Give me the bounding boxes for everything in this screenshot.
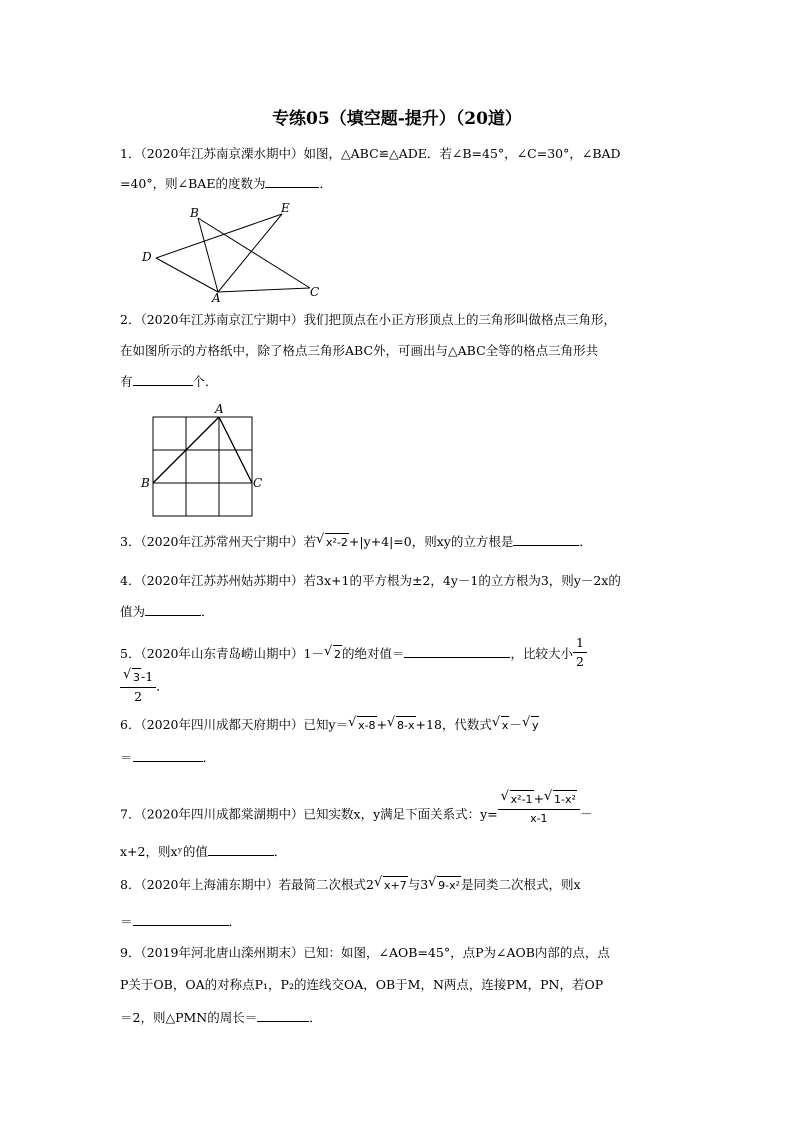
q1-text: =40°，则∠BAE的度数为 [120,176,266,191]
q7-num-radicand1: x²-1 [510,790,534,809]
q8-text-c: 是同类二次根式，则x [461,877,581,892]
q1-label-a: A [212,291,221,305]
q2-label-c: C [253,476,263,490]
q9-line2: P关于OB，OA的对称点P₁，P₂的连线交OA，OB于M，N两点，连接PM，PN，若OP [120,977,604,992]
q8-text-b: 与3 [407,877,429,892]
q4-answer-blank[interactable] [145,602,201,616]
q1-line1: 1．（2020年江苏南京溧水期中）如图，△ABC≌△ADE．若∠B=45°，∠C=30°，∠BAD [120,146,621,161]
q6-radicand1: x-8 [357,716,376,735]
q2-label-a: A [215,402,224,416]
q6-end: ． [202,750,216,765]
q6-answer-blank[interactable] [133,748,203,762]
q6-line2 [120,748,215,767]
q3-sqrt: √ x²-2 [316,533,349,552]
q1-label-b: B [190,206,199,220]
q9-line3 [120,1008,322,1027]
q7-end: ． [273,844,287,859]
q2-text: 有 [120,374,133,389]
q7-num-radicand2: 1-x² [553,790,577,809]
q7-num-plus: + [533,791,545,806]
q5-text-a: 5．（2020年山东青岛崂山期中）1－ [120,646,324,661]
q7-denominator: x-1 [530,812,548,825]
q9-text: ＝2，则△PMN的周长＝ [120,1010,258,1025]
q5-fraction-sqrt3 [120,668,156,706]
q2-line3 [120,372,218,391]
q5-line1 [120,636,587,673]
q4-text: 值为 [120,604,146,619]
q6-plus: + [376,717,388,732]
q1-end: ． [319,176,332,191]
q3-end: ． [579,534,592,549]
q7-line1 [120,789,593,834]
q5-text-c: ，比较大小 [510,646,573,661]
q9-line1: 9．（2019年河北唐山滦州期末）已知：如图，∠AOB=45°，点P为∠AOB内部的点，点 [120,945,610,960]
q1-label-d: D [142,250,152,264]
q6-text-b: +18，代数式 [415,717,492,732]
q3-answer-blank[interactable] [513,532,579,546]
q5-frac1-denominator: 2 [576,654,584,669]
q8-sqrt1: √ x+7 [374,876,408,895]
q6-sqrt4: √ y [522,716,540,735]
q6-sqrt3: √ x [492,716,510,735]
q7-num-sqrt1: √ x²-1 [501,790,534,809]
q9-answer-blank[interactable] [257,1008,309,1022]
page-title: 专练05（填空题-提升）（20道） [272,109,522,129]
q3-text-b: +|y+4|=0，则xy的立方根是 [348,534,514,549]
q1-label-c: C [310,285,320,299]
q5-frac2-sqrt: √ 3 [123,668,141,687]
q8-radicand1: x+7 [383,876,408,895]
q4-line2 [120,602,214,621]
q5-answer-blank[interactable] [404,644,510,658]
q5-frac2-radicand: 3 [132,668,141,687]
q1-label-e: E [281,201,290,215]
q8-line2 [120,912,241,931]
q8-end: ． [228,914,242,929]
q6-radicand3: x [501,716,510,735]
q8-line1 [120,876,581,895]
q5-radicand: 2 [333,645,342,664]
q2-grid-figure [138,400,270,522]
q8-text-a: 8．（2020年上海浦东期中）若最简二次根式2 [120,877,374,892]
q5-sqrt: √ 2 [324,645,342,664]
q6-text-a: 6．（2020年四川成都天府期中）已知y＝ [120,717,349,732]
q5-text-b: 的绝对值＝ [341,646,405,661]
q7-num-sqrt2: √ 1-x² [544,790,577,809]
q7-fraction [498,790,580,828]
q7-tail: － [579,806,593,822]
q5-fraction-one-half [573,634,587,671]
q8-sqrt2: √ 9-x² [428,876,461,895]
q6-line1 [120,716,539,735]
q2-answer-blank[interactable] [133,372,193,386]
q7-answer-blank[interactable] [208,842,274,856]
q8-radicand2: 9-x² [437,876,461,895]
q9-end: ． [309,1010,322,1025]
q3-line [120,532,592,552]
q6-radicand2: 8-x [396,716,415,735]
q5-line2 [120,668,169,706]
q6-radicand4: y [531,716,540,735]
q5-frac1-numerator: 1 [573,634,587,653]
q6-minus: － [509,717,522,732]
q4-end: ． [201,604,214,619]
q6-eq: ＝ [120,750,133,765]
q6-sqrt2: √ 8-x [387,716,415,735]
q2-line2: 在如图所示的方格纸中，除了格点三角形ABC外，可画出与△ABC全等的格点三角形共 [120,343,599,358]
q2-line1: 2．（2020年江苏南京江宁期中）我们把顶点在小正方形顶点上的三角形叫做格点三角形， [120,312,617,327]
q1-triangle-figure [138,200,328,305]
q8-answer-blank[interactable] [133,912,229,926]
q7-text-a: 7．（2020年四川成都棠湖期中）已知实数x，y满足下面关系式：y= [120,806,498,822]
q2-end: 个． [192,374,218,389]
q3-radicand: x²-2 [325,533,349,552]
q1-answer-blank[interactable] [265,174,319,188]
q7-line2 [120,842,286,861]
q5-frac2-denominator: 2 [134,689,143,704]
q6-sqrt1: √ x-8 [348,716,376,735]
q4-line1: 4．（2020年江苏苏州姑苏期中）若3x+1的平方根为±2，4y－1的立方根为3，则y－2x的 [120,573,621,588]
q8-eq: ＝ [120,914,133,929]
q1-line2 [120,174,332,193]
q3-text-a: 3．（2020年江苏常州天宁期中）若 [120,534,317,549]
q5-end: ． [156,678,169,694]
q7-text-b: x+2，则xʸ的值 [120,844,208,859]
q5-frac2-tail: -1 [141,669,154,684]
q2-label-b: B [141,476,150,490]
